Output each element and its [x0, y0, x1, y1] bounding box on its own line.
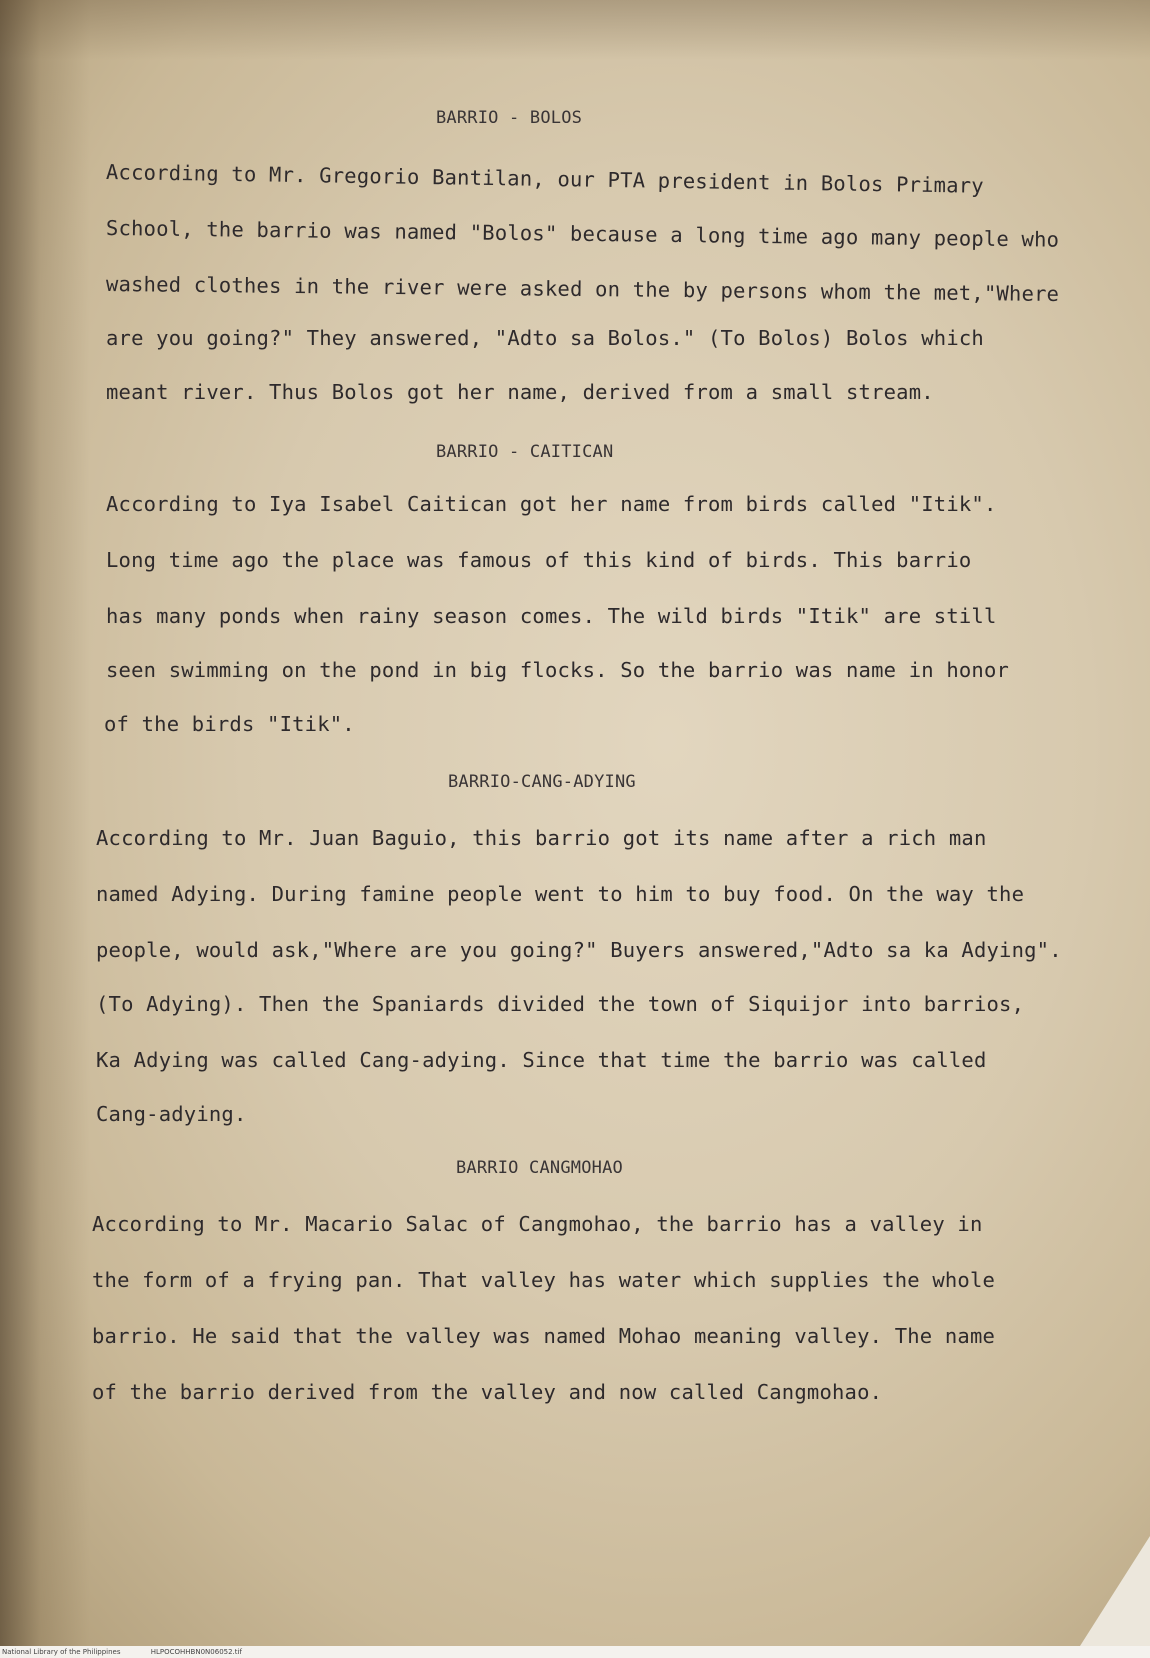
section-heading-caitican: BARRIO - CAITICAN	[436, 442, 614, 462]
text-line: seen swimming on the pond in big flocks. So the barrio was name in honor	[106, 658, 1010, 682]
text-line: Cang-adying.	[96, 1102, 247, 1126]
text-line: are you going?" They answered, "Adto sa Bolos." (To Bolos) Bolos which	[106, 326, 984, 350]
text-line: According to Mr. Juan Baguio, this barrio got its name after a rich man	[96, 826, 987, 850]
text-line: School, the barrio was named "Bolos" because a long time ago many people who	[105, 216, 1060, 252]
file-name: HLPOCOHHBN0N06052.tif	[150, 1648, 242, 1656]
text-line: named Adying. During famine people went to him to buy food. On the way the	[96, 882, 1025, 906]
text-line: washed clothes in the river were asked on the by persons whom the met,"Where	[105, 272, 1060, 306]
library-credit: National Library of the Philippines	[2, 1648, 121, 1656]
text-line: (To Adying). Then the Spaniards divided the town of Siquijor into barrios,	[96, 992, 1025, 1016]
section-heading-bolos: BARRIO - BOLOS	[436, 108, 583, 128]
text-line: According to Iya Isabel Caitican got her name from birds called "Itik".	[106, 492, 997, 516]
text-line: Ka Adying was called Cang-adying. Since that time the barrio was called	[96, 1048, 987, 1072]
page-edge-shadow	[0, 0, 90, 1646]
scan-footer	[0, 1646, 1150, 1658]
text-line: of the barrio derived from the valley and now called Cangmohao.	[92, 1380, 883, 1404]
text-line: has many ponds when rainy season comes. The wild birds "Itik" are still	[106, 604, 997, 628]
text-line: barrio. He said that the valley was named Mohao meaning valley. The name	[92, 1324, 996, 1348]
text-line: meant river. Thus Bolos got her name, derived from a small stream.	[106, 380, 934, 404]
text-line: of the birds "Itik".	[104, 712, 355, 736]
text-line: According to Mr. Gregorio Bantilan, our PTA president in Bolos Primary	[105, 160, 985, 198]
text-line: the form of a frying pan. That valley has water which supplies the whole	[92, 1268, 996, 1292]
text-line: people, would ask,"Where are you going?" Buyers answered,"Adto sa ka Adying".	[96, 938, 1062, 962]
section-heading-cang-adying: BARRIO-CANG-ADYING	[448, 772, 636, 792]
section-heading-cangmohao: BARRIO CANGMOHAO	[456, 1158, 623, 1178]
page-top-shadow	[0, 0, 1150, 60]
text-line: According to Mr. Macario Salac of Cangmohao, the barrio has a valley in	[92, 1212, 983, 1236]
page-corner-fold	[1080, 1536, 1150, 1646]
text-line: Long time ago the place was famous of this kind of birds. This barrio	[106, 548, 972, 572]
